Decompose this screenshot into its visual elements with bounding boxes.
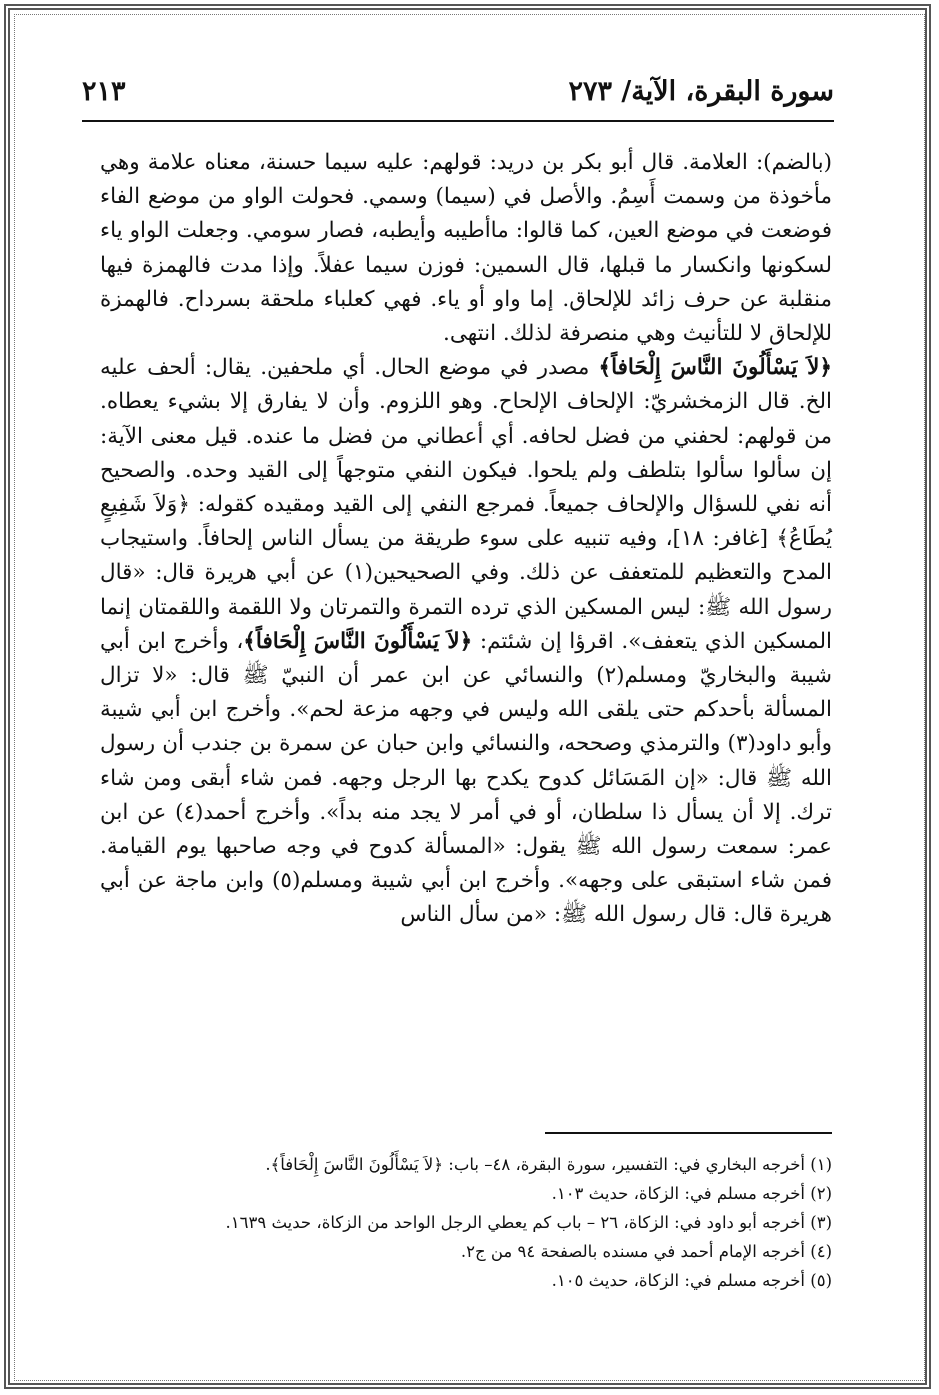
quranic-verse-2: ﴿لاَ يَسْأَلُونَ النَّاسَ إِلْحَافاً﴾ (243, 628, 473, 654)
footnote-5: (٥) أخرجه مسلم في: الزكاة، حديث ١٠٥. (551, 1271, 832, 1290)
paragraph-2-text-2: ، وأخرج ابن أبي شيبة والبخاريّ ومسلم(٢) والنسائي عن ابن عمر أن النبيّ ﷺ قال: «لا تزال المسألة بأحدكم حتى يلقى الله وليس في وجهه مزعة لحم». وأخرج ابن أبي شيبة وأبو داود(٣) والترمذي وصححه، والنسائي وابن حبان عن سمرة بن جندب أن رسول الله ﷺ قال: «إن المَسَائل كدوح يكدح بها الرجل وجهه. فمن شاء أبقى ومن شاء ترك. إلا أن يسأل ذا سلطان، أو في أمر لا يجد منه بداً». وأخرج أحمد(٤) عن ابن عمر: سمعت رسول الله ﷺ يقول: «المسألة كدوح في وجه صاحبها يوم القيامة. فمن شاء استبقى على وجهه». وأخرج ابن أبي شيبة ومسلم(٥) وابن ماجة عن أبي هريرة قال: قال رسول الله ﷺ: «من سأل الناس (100, 628, 833, 928)
footnote-rule (545, 1132, 832, 1134)
quranic-verse: ﴿لاَ يَسْأَلُونَ النَّاسَ إِلْحَافاً﴾ (598, 355, 832, 381)
page-number: ٢١٣ (82, 76, 126, 107)
footnote-4: (٤) أخرجه الإمام أحمد في مسنده بالصفحة ٩٤ من ج٢. (460, 1242, 832, 1261)
footnote-1: (١) أخرجه البخاري في: التفسير، سورة البقرة، ٤٨– باب: ﴿لاَ يَسْأَلُونَ النَّاسَ إِلْحَافاً﴾. (265, 1155, 832, 1174)
paragraph-2-text: مصدر في موضع الحال. أي ملحفين. يقال: ألحف عليه الخ. قال الزمخشريّ: الإلحاف الإلحاح. وهو اللزوم. وأن لا يفارق إلا بشيء يعطاه. من قولهم: لحفني من فضل لحافه. أي أعطاني من فضل ما عنده. قيل معنى الآية: إن سألوا سألوا بتلطف ولم يلحوا. فيكون النفي متوجهاً إلى القيد وحده. والصحيح أنه نفي للسؤال والإلحاف جميعاً. فمرجع النفي إلى القيد ومقيده كقوله: ﴿وَلاَ شَفِيعٍ يُطَاعُ﴾ [غافر: ١٨]، وفيه تنبيه على سوء طريقة من يسأل الناس إلحافاً. واستيجاب المدح والتعظيم للمتعفف عن ذلك. وفي الصحيحين(١) عن أبي هريرة قال: «قال رسول الله ﷺ: ليس المسكين الذي ترده التمرة والتمرتان ولا اللقمة واللقمتان إنما المسكين الذي يتعفف». اقرؤا إن شئتم: (100, 355, 833, 654)
running-title: سورة البقرة، الآية/ ٢٧٣ (568, 76, 834, 107)
footnote-2: (٢) أخرجه مسلم في: الزكاة، حديث ١٠٣. (551, 1184, 832, 1203)
paragraph-1: (بالضم): العلامة. قال أبو بكر بن دريد: قولهم: عليه سيما حسنة، معناه علامة وهي مأخوذة من وسمت أَسِمُ. والأصل في (سيما) وسمي. فحولت الواو من موضع الفاء فوضعت في موضع العين، كما قالوا: ماأطيبه وأيطبه، فصار سومي. وجعلت الواو ياء لسكونها وانكسار ما قبلها، قال السمين: فوزن سيما عفلاً. وإذا مدت فالهمزة فيها منقلبة عن حرف زائد للإلحاق. إما واو أو ياء. فهي كعلباء ملحقة بسرداح. فالهمزة للإلحاق لا للتأنيث وهي منصرفة لذلك. انتهى. (100, 150, 832, 347)
page-header (82, 68, 834, 118)
footnotes (100, 1150, 832, 1295)
paragraph-2 (100, 351, 832, 932)
header-rule (82, 120, 834, 122)
footnote-3: (٣) أخرجه أبو داود في: الزكاة، ٢٦ – باب كم يعطي الرجل الواحد من الزكاة، حديث ١٦٣٩. (225, 1213, 832, 1232)
main-text (100, 146, 832, 933)
